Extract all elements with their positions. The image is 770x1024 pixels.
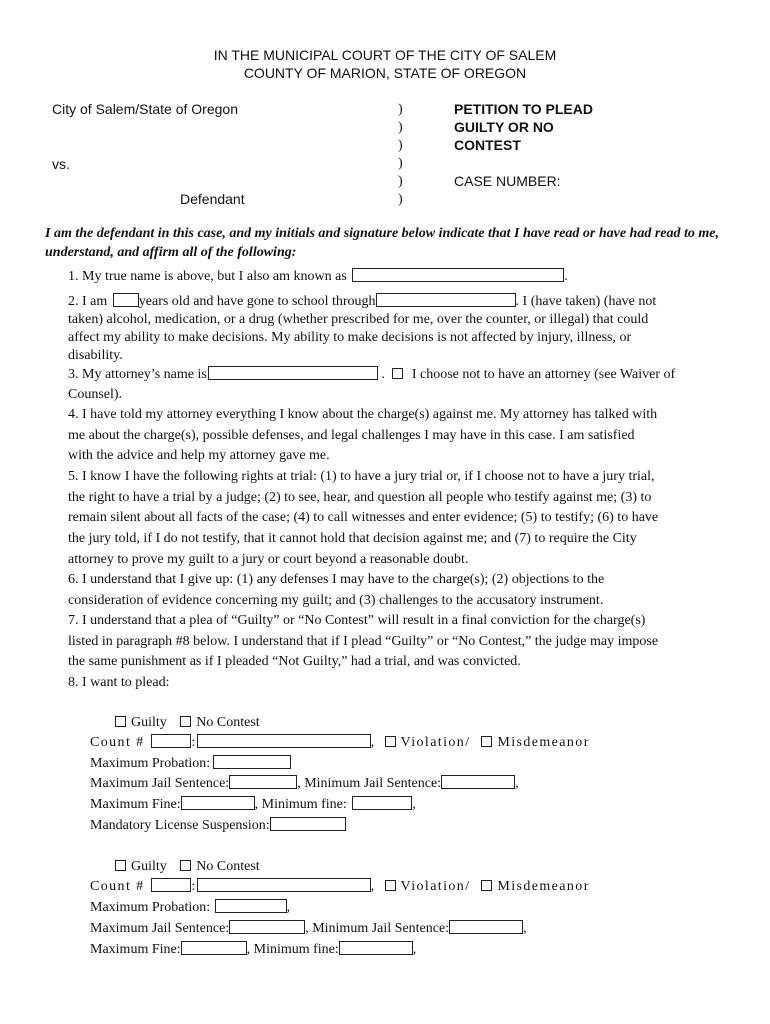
violation-label: Violation/ <box>400 879 471 894</box>
caption-paren: ) <box>398 174 403 189</box>
guilty-label: Guilty <box>131 715 167 730</box>
min-jail-comma: , <box>515 776 519 791</box>
plea-2-jail-row <box>90 920 527 938</box>
guilty-checkbox[interactable] <box>115 860 126 871</box>
max-fine-label: Maximum Fine: <box>90 942 181 957</box>
count-number-field[interactable] <box>151 734 191 748</box>
intro-statement: I am the defendant in this case, and my initials and signature below indicate that I have read or have had read to me, understand, and affirm all of the following: <box>45 226 719 260</box>
item-7-line-1: 7. I understand that a plea of “Guilty” or “No Contest” will result in a final conviction for the charge(s) <box>68 613 646 628</box>
count-comma: , <box>370 735 376 750</box>
item-7-line-2: listed in paragraph #8 below. I understand that if I plead “Guilty” or “No Contest,” the judge may impose <box>68 634 659 649</box>
caption-paren: ) <box>398 120 403 135</box>
item-2-text-c: . I (have taken) (have not <box>515 294 657 309</box>
count-colon: : <box>191 879 197 894</box>
max-jail-field[interactable] <box>229 775 297 789</box>
item-1-text: 1. My true name is above, but I also am known as <box>68 269 347 284</box>
caption-paren: ) <box>398 102 403 117</box>
misdemeanor-checkbox[interactable] <box>481 880 492 891</box>
item-1-period: . <box>564 269 568 284</box>
document-title-line2: GUILTY OR NO <box>454 119 554 135</box>
plea-1-jail-row <box>90 775 519 793</box>
item-2-text-b: years old and have gone to school through <box>138 294 376 309</box>
misdemeanor-label: Misdemeanor <box>497 879 590 894</box>
no-contest-label: No Contest <box>196 715 260 730</box>
plea-2-count-row <box>90 878 590 896</box>
min-jail-comma: , <box>523 921 527 936</box>
min-jail-label: Minimum Jail Sentence: <box>312 921 450 936</box>
item-2-line-2: taken) alcohol, medication, or a drug (whether prescribed for me, over the counter, or illegal) that could <box>68 312 649 327</box>
item-3-text-c: I choose not to have an attorney (see Waiver of <box>411 367 676 382</box>
attorney-name-field[interactable] <box>208 366 378 380</box>
max-jail-field[interactable] <box>229 920 305 934</box>
item-6-line-2: consideration of evidence concerning my guilt; and (3) challenges to the accusatory instrument. <box>68 593 604 608</box>
min-fine-comma: , <box>412 797 416 812</box>
violation-checkbox[interactable] <box>385 880 396 891</box>
fine-comma: , <box>246 942 251 957</box>
max-probation-field[interactable] <box>215 899 287 913</box>
item-3 <box>68 366 675 384</box>
min-jail-label: Minimum Jail Sentence: <box>304 776 442 791</box>
min-jail-field[interactable] <box>441 775 515 789</box>
item-1 <box>68 268 568 286</box>
plea-2-probation-row <box>90 899 290 917</box>
no-attorney-checkbox[interactable] <box>392 368 403 379</box>
max-fine-label: Maximum Fine: <box>90 797 181 812</box>
jail-comma: , <box>297 776 301 791</box>
plea-1-options <box>115 714 260 732</box>
license-suspension-field[interactable] <box>270 817 346 831</box>
item-8-line: 8. I want to plead: <box>68 675 170 690</box>
versus-label: vs. <box>52 156 70 172</box>
item-2-line-4: disability. <box>68 348 123 363</box>
school-grade-field[interactable] <box>376 293 516 307</box>
license-suspension-label: Mandatory License Suspension: <box>90 818 270 833</box>
item-5-line-3: remain silent about all facts of the case; (4) to call witnesses and enter evidence; (5) to testify; (6) to have <box>68 510 659 525</box>
violation-label: Violation/ <box>400 735 471 750</box>
max-jail-label: Maximum Jail Sentence: <box>90 776 230 791</box>
caption-paren: ) <box>398 138 403 153</box>
case-number-label: CASE NUMBER: <box>454 173 561 189</box>
count-number-field[interactable] <box>151 878 191 892</box>
item-2 <box>68 293 656 311</box>
plea-1-count-row <box>90 734 590 752</box>
jail-comma: , <box>305 921 309 936</box>
item-5-line-2: the right to have a trial by a judge; (2) to see, hear, and question all people who testify against me; (3) to <box>68 490 652 505</box>
min-fine-label: Minimum fine: <box>253 942 339 957</box>
max-probation-label: Maximum Probation: <box>90 900 211 915</box>
item-6-line-1: 6. I understand that I give up: (1) any defenses I may have to the charge(s); (2) objections to the <box>68 572 605 587</box>
violation-checkbox[interactable] <box>385 736 396 747</box>
item-5-line-4: the jury told, if I do not testify, that it cannot hold that decision against me; and (7) to require the City <box>68 531 637 546</box>
count-label: Count # <box>90 879 145 894</box>
fine-comma: , <box>254 797 259 812</box>
document-title-line3: CONTEST <box>454 137 521 153</box>
alias-name-field[interactable] <box>352 268 564 282</box>
plaintiff-name: City of Salem/State of Oregon <box>52 101 238 117</box>
item-7-line-3: the same punishment as if I pleaded “Not Guilty,” had a trial, and was convicted. <box>68 654 521 669</box>
age-field[interactable] <box>113 293 139 307</box>
charge-field[interactable] <box>197 734 371 748</box>
max-fine-field[interactable] <box>181 941 247 955</box>
max-probation-field[interactable] <box>213 755 291 769</box>
plea-2-options <box>115 858 260 876</box>
item-5-line-5: attorney to prove my guilt to a jury or court beyond a reasonable doubt. <box>68 552 469 567</box>
max-fine-field[interactable] <box>181 796 255 810</box>
court-county: COUNTY OF MARION, STATE OF OREGON <box>243 65 527 81</box>
count-colon: : <box>191 735 197 750</box>
defendant-label: Defendant <box>180 191 245 207</box>
max-probation-label: Maximum Probation: <box>90 756 211 771</box>
plea-2-fine-row <box>90 941 416 959</box>
probation-comma: , <box>286 900 291 915</box>
item-4-line-1: 4. I have told my attorney everything I know about the charge(s) against me. My attorney has talked with <box>68 407 658 422</box>
document-title-line1: PETITION TO PLEAD <box>454 101 593 117</box>
item-3-period: . <box>381 367 385 382</box>
min-fine-comma: , <box>412 942 417 957</box>
no-contest-checkbox[interactable] <box>180 716 191 727</box>
misdemeanor-label: Misdemeanor <box>497 735 590 750</box>
charge-field[interactable] <box>197 878 371 892</box>
caption-paren: ) <box>398 156 403 171</box>
item-3-text-a: 3. My attorney’s name is <box>68 367 207 382</box>
no-contest-checkbox[interactable] <box>180 860 191 871</box>
min-fine-field[interactable] <box>339 941 413 955</box>
min-jail-field[interactable] <box>449 920 523 934</box>
plea-1-fine-row <box>90 796 416 814</box>
item-2-text-a: 2. I am <box>68 294 108 309</box>
no-contest-label: No Contest <box>196 859 260 874</box>
count-comma: , <box>370 879 376 894</box>
misdemeanor-checkbox[interactable] <box>481 736 492 747</box>
item-4-line-3: with the advice and help my attorney gave me. <box>68 448 330 463</box>
plea-1-license-row <box>90 817 346 835</box>
min-fine-label: Minimum fine: <box>261 797 347 812</box>
item-2-line-3: affect my ability to make decisions. My ability to make decisions is not affected by injury, illness, or <box>68 330 632 345</box>
count-label: Count # <box>90 735 145 750</box>
item-3-line-2: Counsel). <box>68 387 123 402</box>
item-4-line-2: me about the charge(s), possible defenses, and legal challenges I may have in this case. I am satisfied <box>68 428 635 443</box>
plea-1-probation-row <box>90 755 291 773</box>
court-name: IN THE MUNICIPAL COURT OF THE CITY OF SALEM <box>213 47 557 63</box>
item-5-line-1: 5. I know I have the following rights at trial: (1) to have a jury trial or, if I choose not to have a jury trial, <box>68 469 655 484</box>
max-jail-label: Maximum Jail Sentence: <box>90 921 230 936</box>
caption-paren: ) <box>398 192 403 207</box>
guilty-checkbox[interactable] <box>115 716 126 727</box>
guilty-label: Guilty <box>131 859 167 874</box>
min-fine-field[interactable] <box>352 796 412 810</box>
